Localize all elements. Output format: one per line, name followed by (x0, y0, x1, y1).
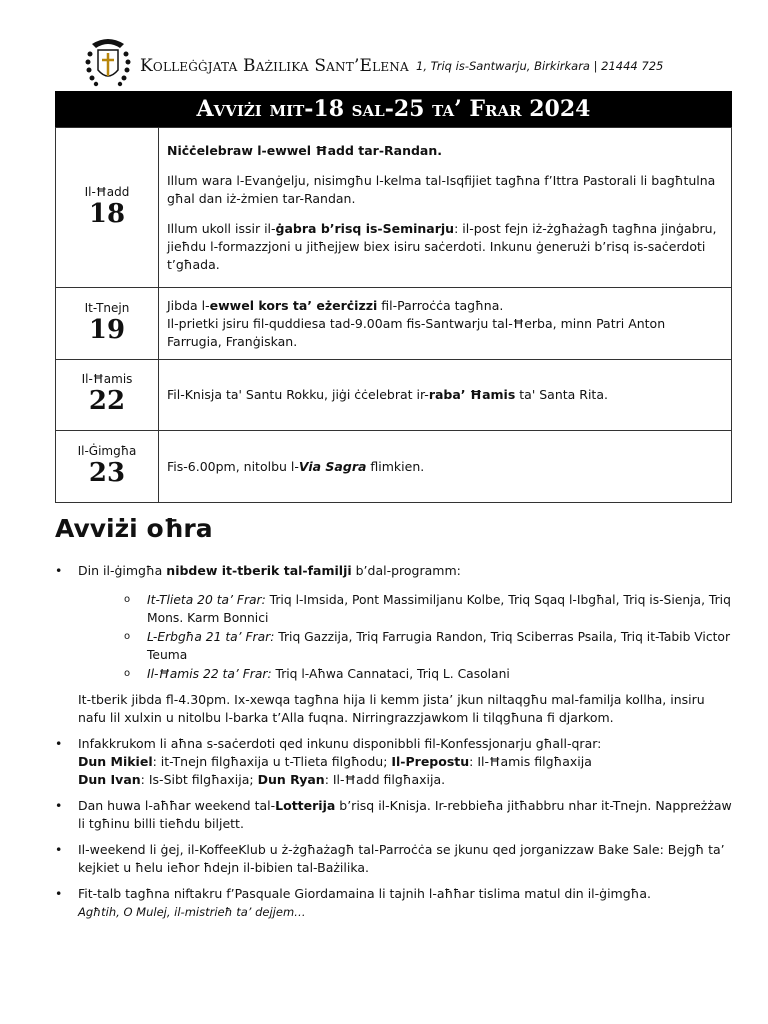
notice-text: Niċċelebraw l-ewwel Ħadd tar-Randan. (167, 142, 443, 158)
notice-text: Il-prietki jsiru fil-quddiesa tad-9.00am fis-Santwarju tal-Ħerba, minn Patri Anton Farrugia, Franġiskan. (167, 315, 666, 349)
weekly-schedule-table (55, 127, 732, 503)
notice-text: Il-weekend li ġej, il-KoffeeKlub u ż-żgħażagħ tal-Parroċċa se jkunu qed jorganizzaw Bake Sale: Bejgħ ta’ kejkiet u ħelu ieħor ħdejn il-bibien tal-Bażilika. (78, 842, 725, 875)
schedule-row-friday (56, 431, 732, 503)
day-description (159, 360, 732, 431)
notice-text: Illum wara l-Evanġelju, nisimgħu l-kelma tal-Isqfijiet tagħna f’Ittra Pastorali li bagħtulna għal dan iż-żmien tar-Randan. (167, 172, 716, 206)
list-item (55, 562, 735, 727)
notice-text: It-tberik jibda fl-4.30pm. Ix-xewqa tagħna hija li kemm jista’ jkun niltaqgħu mal-familja kollha, insiru nafu lil xulxin u nitolbu l-barka t’Alla fuqna. Nirringrazzjawkom li tilqgħuna fi djarkom. (78, 692, 705, 725)
schedule-row-monday (56, 288, 732, 360)
coat-of-arms-icon (84, 36, 132, 88)
notice-text: Jibda l-ewwel kors ta’ eżerċizzi fil-Parroċċa tagħna. (167, 297, 504, 313)
circle-bullet-icon: o (124, 631, 131, 642)
circle-bullet-icon: o (124, 594, 131, 605)
other-notices-heading: Avviżi oħra (55, 514, 213, 543)
notice-text: Dan huwa l-aħħar weekend tal-Lotterija b’risq il-Knisja. Ir-rebbieħa jitħabbru nhar it-Tnejn. Nappreżżaw li tgħinu billi tieħdu biljett. (78, 798, 732, 831)
bullet-icon: • (55, 798, 63, 813)
bullet-icon: • (55, 736, 63, 751)
notice-text: Dun Ivan: Is-Sibt filgħaxija; Dun Ryan: Il-Ħadd filgħaxija. (78, 772, 446, 787)
notice-text: Dun Mikiel: it-Tnejn filgħaxija u t-Tlieta filgħodu; Il-Prepostu: Il-Ħamis filgħaxija (78, 754, 592, 769)
day-description (159, 431, 732, 503)
notice-text: Fis-6.00pm, nitolbu l-Via Sagra flimkien. (167, 458, 425, 474)
sub-list-item: o Il-Ħamis 22 ta’ Frar: Triq l-Aħwa Cannataci, Triq L. Casolani (124, 667, 510, 681)
day-name: Il-Ġimgħa (77, 443, 137, 458)
parish-address: 1, Triq is-Santwarju, Birkirkara | 21444 725 (416, 59, 664, 73)
notice-text: Din il-ġimgħa nibdew it-tberik tal-familji b’dal-programm: (78, 563, 461, 578)
sub-list-item: o It-Tlieta 20 ta’ Frar: Triq l-Imsida, Pont Massimiljanu Kolbe, Triq Sqaq l-Ibgħal, Triq is-Sienja, Triq Mons. Karm Bonnici (124, 593, 731, 625)
day-name: It-Tnejn (84, 300, 130, 315)
list-item (55, 735, 735, 789)
notice-text: Illum ukoll issir il-ġabra b’risq is-Seminarju: il-post fejn iż-żgħażagħ tagħna jinġabru, jieħdu l-formazzjoni u jitħejjew biex isiru saċerdoti. Inkunu ġenerużi b’risq is-saċerdoti t’għada. (167, 220, 717, 272)
day-number: 19 (88, 314, 126, 345)
day-number: 23 (88, 457, 126, 488)
day-name: Il-Ħamis (81, 372, 133, 386)
day-number: 22 (88, 386, 126, 416)
day-cell (56, 360, 159, 431)
day-cell (56, 128, 159, 288)
day-cell (56, 288, 159, 360)
day-name: Il-Ħadd (84, 184, 130, 199)
list-item (55, 885, 735, 921)
notices-banner-title: Avviżi mit-18 sal-25 ta’ Frar 2024 (55, 91, 732, 127)
notice-text: Fit-talb tagħna niftakru f’Pasquale Giordamaina li tajnih l-aħħar tislima matul din il-ġimgħa. (78, 886, 651, 901)
schedule-row-sunday (56, 128, 732, 288)
day-number: 18 (88, 198, 126, 229)
day-cell (56, 431, 159, 503)
circle-bullet-icon: o (124, 668, 131, 679)
prayer-text: Agħtih, O Mulej, il-mistrieħ ta’ dejjem… (78, 905, 306, 919)
parish-name: Kolleġġjata Bażilika Sant’Elena (140, 56, 409, 76)
day-description (159, 288, 732, 360)
list-item (55, 841, 735, 877)
page-header (84, 36, 754, 90)
bullet-icon: • (55, 842, 63, 857)
schedule-row-thursday (56, 360, 732, 431)
bullet-icon: • (55, 563, 63, 578)
other-notices-list (55, 562, 735, 929)
sub-list-item: o L-Erbgħa 21 ta’ Frar: Triq Gazzija, Triq Farrugia Randon, Triq Sciberras Psaila, Triq it-Tabib Victor Teuma (124, 630, 731, 662)
notice-text: Fil-Knisja ta' Santu Rokku, jiġi ċċelebrat ir-raba’ Ħamis ta' Santa Rita. (167, 387, 608, 402)
bullet-icon: • (55, 886, 63, 901)
day-description (159, 128, 732, 288)
list-item (55, 797, 735, 833)
notice-text: Infakkrukom li aħna s-saċerdoti qed inkunu disponibbli fil-Konfessjonarju għall-qrar: (78, 736, 602, 751)
